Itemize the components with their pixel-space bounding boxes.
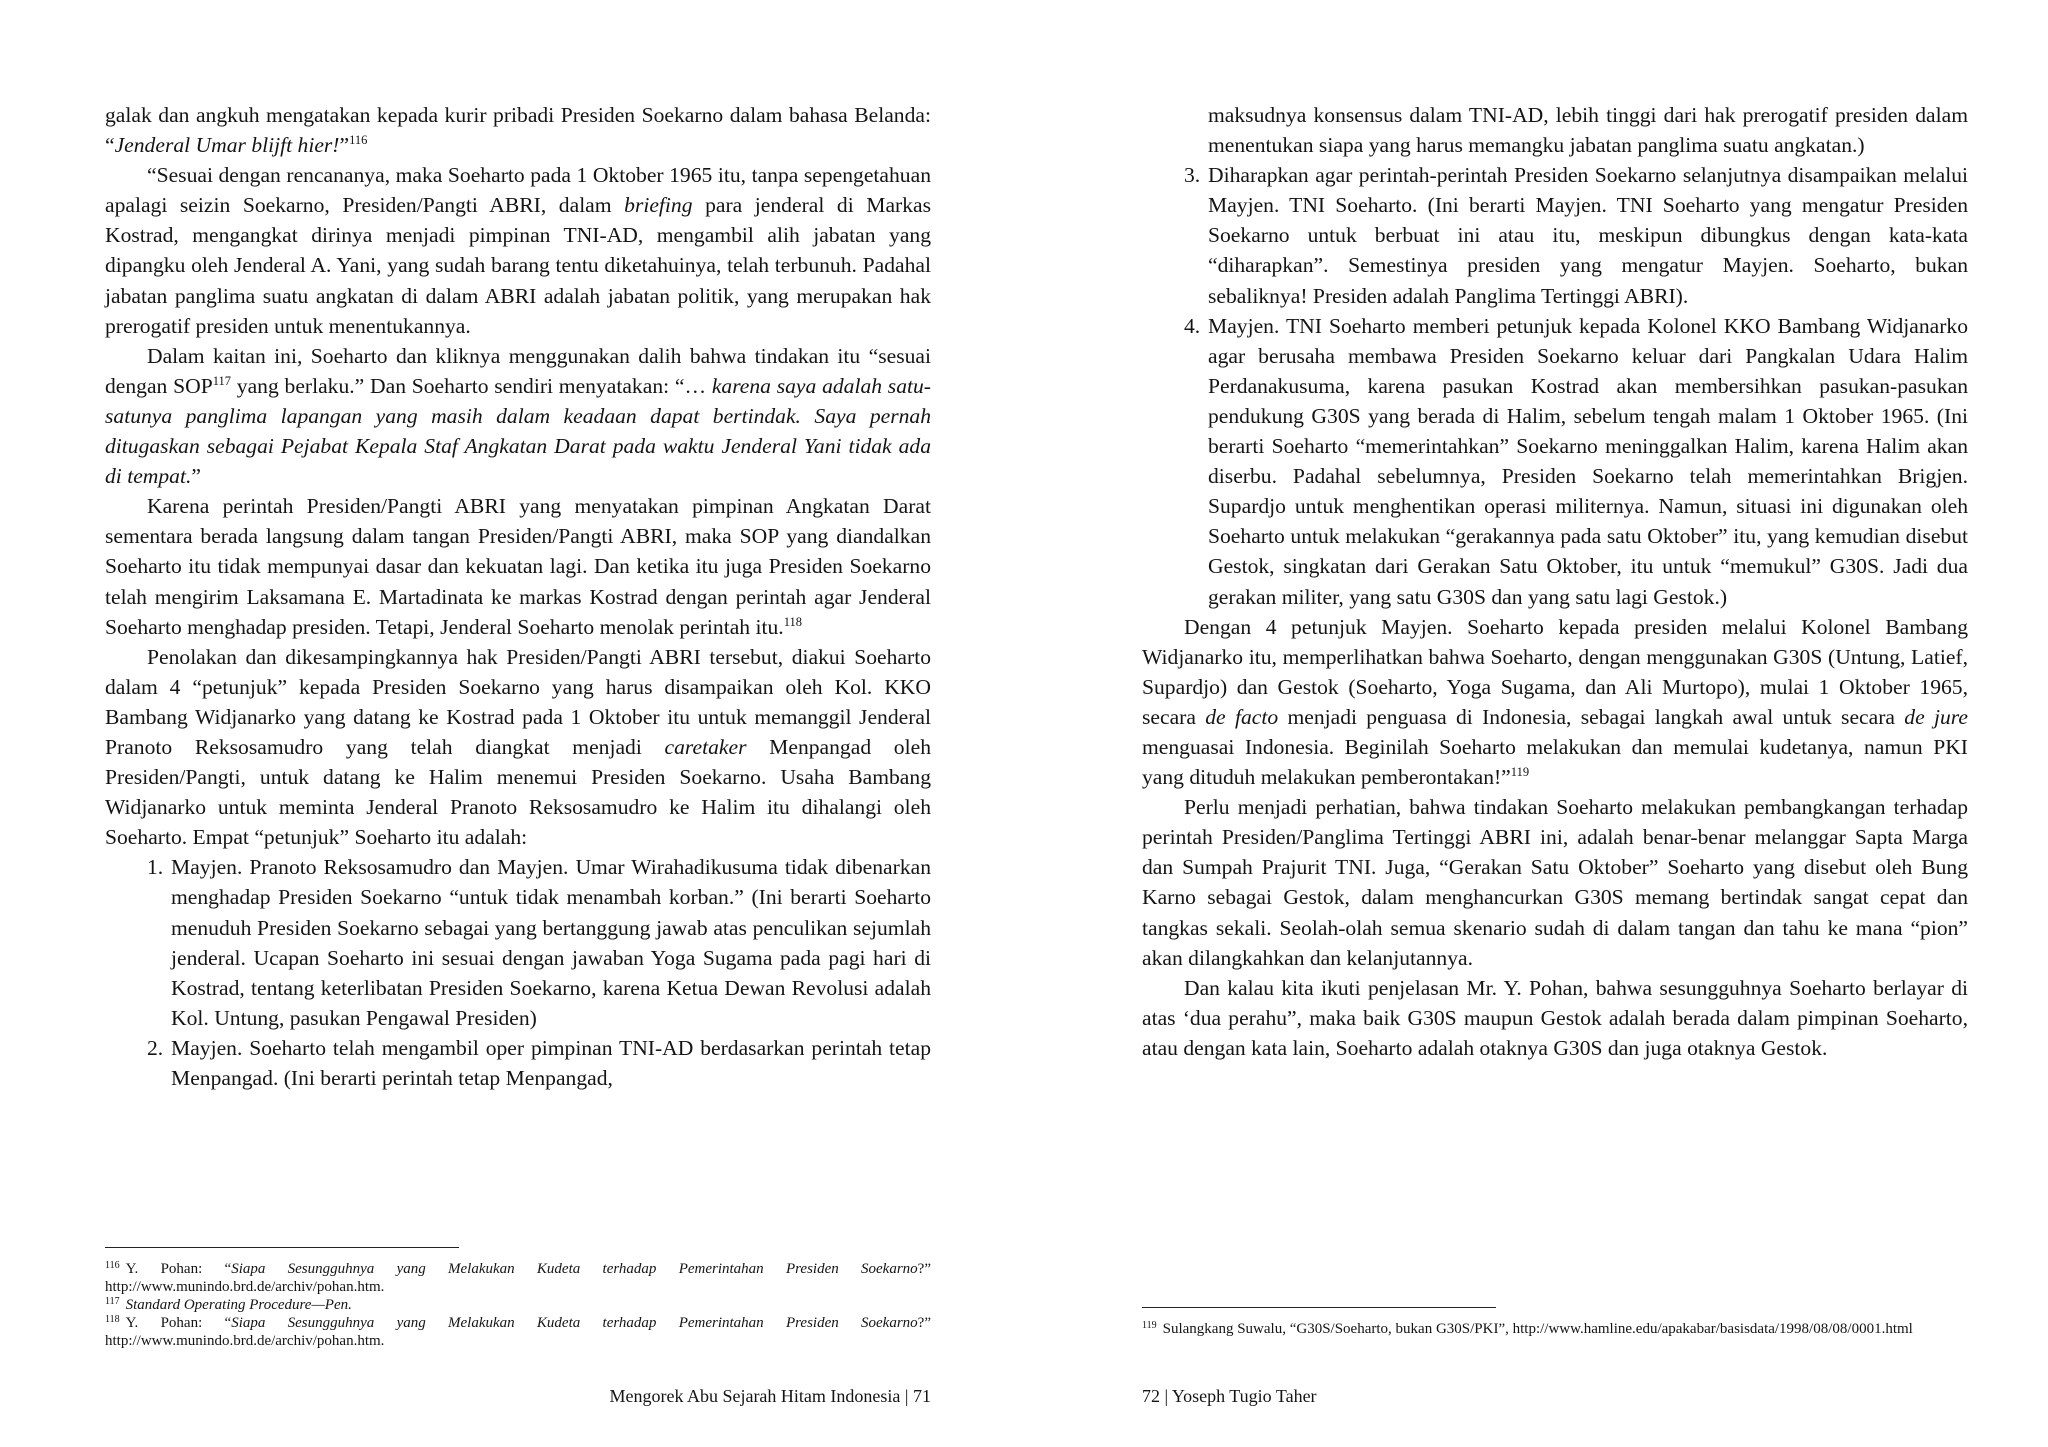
petunjuk-list-continued (1142, 100, 1968, 612)
list-item-3: 3. Diharapkan agar perintah-perintah Presiden Soekarno selanjutnya disampaikan melalui Mayjen. TNI Soeharto. (Ini berarti Mayjen. TNI Soeharto yang mengatur Presiden Soekarno untuk berbuat ini atau itu, meskipun dibungkus dengan kata-kata “diharapkan”. Semestinya presiden yang mengatur Mayjen. Soeharto, bukan sebaliknya! Presiden adalah Panglima Tertinggi ABRI). (1184, 163, 1968, 308)
paragraph-6: Dengan 4 petunjuk Mayjen. Soeharto kepada presiden melalui Kolonel Bambang Widjanarko itu, memperlihatkan bahwa Soeharto, dengan menggunakan G30S (Untung, Latief, Supardjo) dan Gestok (Soeharto, Yoga Sugama, dan Ali Murtopo), mulai 1 Oktober 1965, secara de facto menjadi penguasa di Indonesia, sebagai langkah awal untuk secara de jure menguasai Indonesia. Beginilah Soeharto melakukan dan memulai kudetanya, namun PKI yang dituduh melakukan pemberontakan!”$^{119}$ (1142, 614, 1968, 790)
running-footer-right: 72 | Yoseph Tugio Taher (1142, 1386, 1317, 1406)
list-item-1: 1. Mayjen. Pranoto Reksosamudro dan Mayjen. Umar Wirahadikusuma tidak dibenarkan menghadap Presiden Soekarno “untuk tidak menambah korban.” (Ini berarti Soeharto menuduh Presiden Soekarno sebagai yang bertanggung jawab atas penculikan sejumlah jenderal. Ucapan Soeharto ini sesuai dengan jawaban Yoga Sugama pada pagi hari di Kostrad, tentang keterlibatan Presiden Soekarno, karena Ketua Dewan Revolusi adalah Kol. Untung, pasukan Pengawal Presiden) (147, 855, 931, 1030)
footnote-divider (105, 1247, 459, 1248)
paragraph-3: Dalam kaitan ini, Soeharto dan kliknya menggunakan dalih bahwa tindakan itu “sesuai dengan SOP$^{117}$ yang berlaku.” Dan Soeharto sendiri menyatakan: “… karena saya adalah satu-satunya panglima lapangan yang masih dalam keadaan dapat bertindak. Saya pernah ditugaskan sebagai Pejabat Kepala Staf Angkatan Darat pada waktu Jenderal Yani tidak ada di tempat.” (105, 343, 931, 489)
footnote-ref-116: 116 (349, 133, 368, 148)
footnotes-left (105, 1260, 931, 1350)
footnote-118: $^{118}$ Y. Pohan: “Siapa Sesungguhnya yang Melakukan Kudeta terhadap Pemerintahan Presiden Soekarno?” http://www.munindo.brd.de/archiv/pohan.htm. (105, 1314, 931, 1349)
paragraph-5: Penolakan dan dikesampingkannya hak Presiden/Pangti ABRI tersebut, diakui Soeharto dalam 4 “petunjuk” kepada Presiden Soekarno yang harus disampaikan oleh Kol. KKO Bambang Widjanarko yang datang ke Kostrad pada 1 Oktober itu untuk memanggil Jenderal Pranoto Reksosamudro yang telah diangkat menjadi caretaker Menpangad oleh Presiden/Pangti, untuk datang ke Halim menemui Presiden Soekarno. Usaha Bambang Widjanarko untuk meminta Jenderal Pranoto Reksosamudro ke Halim itu dihalangi oleh Soeharto. Empat “petunjuk” Soeharto itu adalah: (105, 644, 931, 850)
footnote-116: $^{116}$ Y. Pohan: “Siapa Sesungguhnya yang Melakukan Kudeta terhadap Pemerintahan Presiden Soekarno?” http://www.munindo.brd.de/archiv/pohan.htm. (105, 1260, 931, 1295)
footnote-117: $^{117}$ Standard Operating Procedure—Pen. (105, 1296, 352, 1313)
footnote-ref-117: 117 (212, 373, 232, 388)
paragraph-8: Dan kalau kita ikuti penjelasan Mr. Y. Pohan, bahwa sesungguhnya Soeharto berlayar di atas ‘dua perahu”, maka baik G30S maupun Gestok adalah berada dalam pimpinan Soeharto, atau dengan kata lain, Soeharto adalah otaknya G30S dan juga otaknya Gestok. (1142, 975, 1968, 1060)
footnote-ref-119: 119 (1510, 765, 1530, 780)
footnote-divider (1142, 1307, 1496, 1308)
list-item-4: 4. Mayjen. TNI Soeharto memberi petunjuk kepada Kolonel KKO Bambang Widjanarko agar berusaha membawa Presiden Soekarno keluar dari Pangkalan Udara Halim Perdanakusuma, karena pasukan Kostrad akan membersihkan pasukan-pasukan pendukung G30S yang berada di Halim, sebelum tengah malam 1 Oktober 1965. (Ini berarti Soeharto “memerintahkan” Soekarno meninggalkan Halim, karena Halim akan diserbu. Padahal sebelumnya, Presiden Soekarno telah memerintahkan Brigjen. Supardjo untuk menghentikan operasi militernya. Namun, situasi ini digunakan oleh Soeharto untuk melakukan “gerakannya pada satu Oktober” itu, yang kemudian disebut Gestok, singkatan dari Gerakan Satu Oktober, itu untuk “memukul” G30S. Jadi dua gerakan militer, yang satu G30S dan yang satu lagi Gestok.) (1184, 313, 1968, 609)
footnote-ref-118: 118 (783, 614, 802, 629)
body-text-left (105, 100, 931, 1093)
paragraph-7: Perlu menjadi perhatian, bahwa tindakan Soeharto melakukan pembangkangan terhadap perintah Presiden/Panglima Tertinggi ABRI ini, adalah benar-benar melanggar Sapta Marga dan Sumpah Prajurit TNI. Juga, “Gerakan Satu Oktober” Soeharto yang disebut oleh Bung Karno sebagai Gestok, dalam menghancurkan G30S memang bertindak sangat cepat dan tangkas sekali. Seolah-olah semua skenario sudah di dalam tangan dan tahu ke mana “pion” akan dilangkahkan dan kelanjutannya. (1142, 795, 1968, 970)
footnote-119: $^{119}$ Sulangkang Suwalu, “G30S/Soeharto, bukan G30S/PKI”, http://www.hamline.edu/apakabar/basisdata/1998/08/08/0001.html (1142, 1320, 1913, 1337)
paragraph-4: Karena perintah Presiden/Pangti ABRI yang menyatakan pimpinan Angkatan Darat sementara berada langsung dalam tangan Presiden/Pangti ABRI, maka SOP yang diandalkan Soeharto itu tidak mempunyai dasar dan kekuatan lagi. Dan ketika itu juga Presiden Soekarno telah mengirim Laksamana E. Martadinata ke markas Kostrad dengan perintah agar Jenderal Soeharto menghadap presiden. Tetapi, Jenderal Soeharto menolak perintah itu.$^{118}$ (105, 494, 931, 639)
running-footer-left: Mengorek Abu Sejarah Hitam Indonesia | 71 (609, 1386, 931, 1406)
body-text-right (1142, 100, 1968, 1063)
footnotes-right (1142, 1320, 1968, 1338)
page-72 (1024, 0, 2048, 1447)
petunjuk-list (105, 852, 931, 1093)
paragraph-1: galak dan angkuh mengatakan kepada kurir pribadi Presiden Soekarno dalam bahasa Belanda: “Jenderal Umar blijft hier!”$^{116}$ (105, 103, 931, 158)
list-item-2-continued: maksudnya konsensus dalam TNI-AD, lebih tinggi dari hak prerogatif presiden dalam menentukan siapa yang harus memangku jabatan panglima suatu angkatan.) (1208, 103, 1968, 158)
paragraph-2: “Sesuai dengan rencananya, maka Soeharto pada 1 Oktober 1965 itu, tanpa sepengetahuan apalagi seizin Soekarno, Presiden/Pangti ABRI, dalam briefing para jenderal di Markas Kostrad, mengangkat dirinya menjadi pimpinan TNI-AD, mengambil alih jabatan yang dipangku oleh Jenderal A. Yani, yang sudah barang tentu diketahuinya, telah terbunuh. Padahal jabatan panglima suatu angkatan di dalam ABRI adalah jabatan politik, yang merupakan hak prerogatif presiden untuk menentukannya. (105, 163, 932, 338)
list-item-2: 2. Mayjen. Soeharto telah mengambil oper pimpinan TNI-AD berdasarkan perintah tetap Menpangad. (Ini berarti perintah tetap Menpangad, (147, 1035, 931, 1090)
